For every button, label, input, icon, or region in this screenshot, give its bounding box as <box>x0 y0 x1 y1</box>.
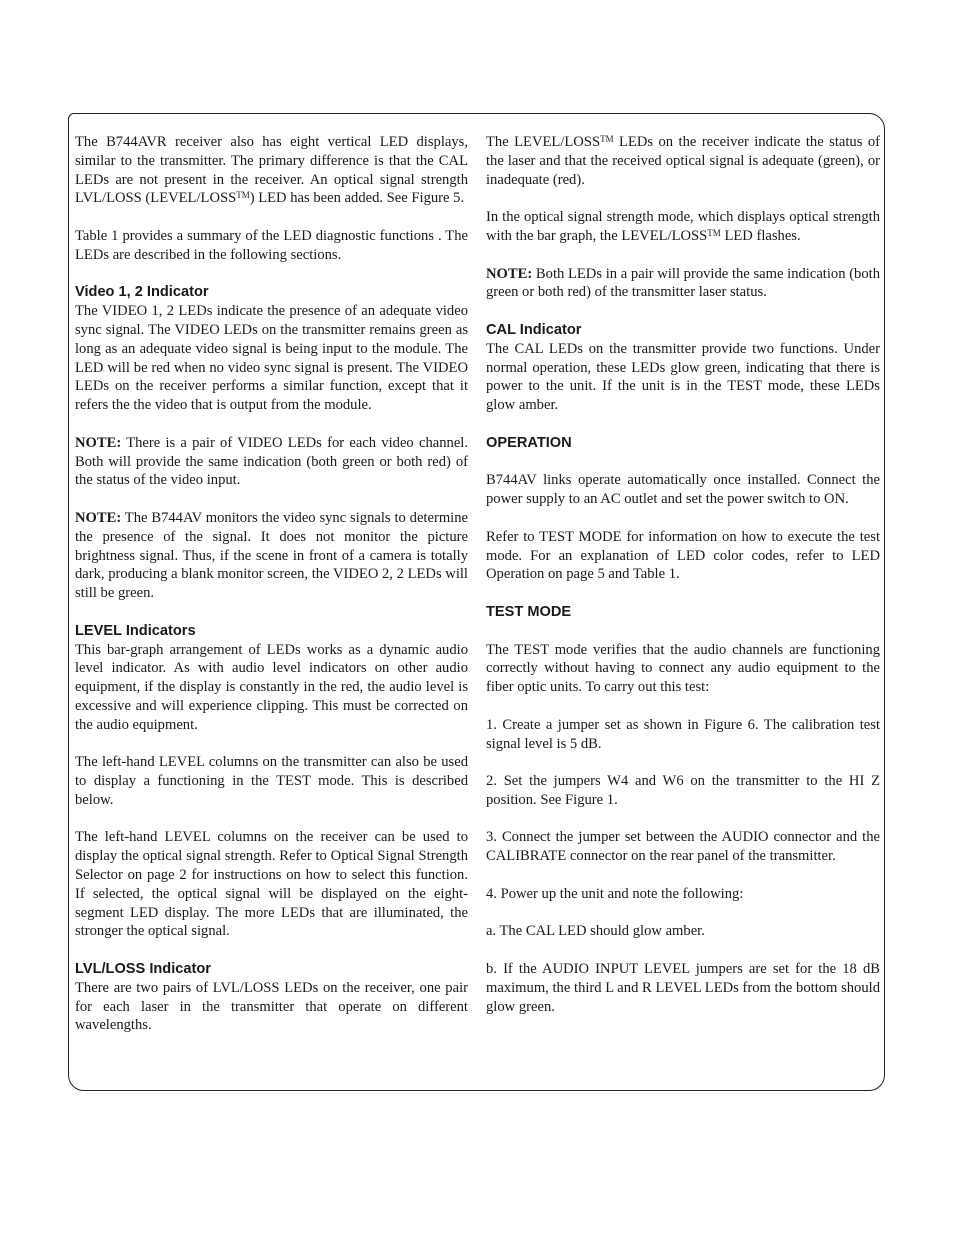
note-led-pair <box>486 265 880 303</box>
cal-paragraph: The CAL LEDs on the transmitter provide two functions. Under normal operation, these LEDs glow green, indicating that there is power to the unit. If the unit is in the TEST mode, these LEDs glow amber. <box>486 340 880 414</box>
signal-text-a: In the optical signal strength mode, which displays optical strength with the bar graph, the LEVEL/LOSS <box>486 209 880 244</box>
test-step-a: a. The CAL LED should glow amber. <box>486 923 705 940</box>
left-column <box>75 133 468 1054</box>
right-column <box>486 133 880 1035</box>
intro-text-a: The B744AVR receiver also has eight vertical LED displays, similar to the transmitter. The primary difference is that the CAL LEDs are not present in the receiver. An optical signal strength LVL/LOSS (LEVEL/LOSS <box>75 134 468 207</box>
heading-video-indicator: Video 1, 2 Indicator <box>75 284 209 301</box>
test-step-2: 2. Set the jumpers W4 and W6 on the transmitter to the HI Z position. See Figure 1. <box>486 773 880 808</box>
signal-text-b: LED flashes. <box>720 227 801 244</box>
levelloss-status-paragraph <box>486 133 880 189</box>
trademark-mark: TM <box>600 134 614 144</box>
levelloss-text-b: LEDs on the receiver indicate the status of the laser and that the received optical signal is adequate (green), or inadequate (red). <box>486 134 880 188</box>
note-label: NOTE: <box>75 509 122 526</box>
heading-test-mode: TEST MODE <box>486 603 572 620</box>
note-label: NOTE: <box>75 434 122 451</box>
note-text: The B744AV monitors the video sync signals to determine the presence of the signal. It does not monitor the picture brightness signal. Thus, if the scene in front of a camera is totally dark, producing a blank monitor screen, the VIDEO 2, 2 LEDs will still be green. <box>75 509 468 602</box>
table-summary-paragraph: Table 1 provides a summary of the LED diagnostic functions . The LEDs are described in the following sections. <box>75 227 468 263</box>
heading-lvlloss-indicator: LVL/LOSS Indicator <box>75 961 211 978</box>
operation-paragraph-1: B744AV links operate automatically once installed. Connect the power supply to an AC outlet and set the power switch to ON. <box>486 472 880 508</box>
heading-operation: OPERATION <box>486 434 572 451</box>
test-step-3: 3. Connect the jumper set between the AUDIO connector and the CALIBRATE connector on the rear panel of the transmitter. <box>486 829 880 865</box>
heading-cal-indicator: CAL Indicator <box>486 321 582 338</box>
note-video-sync <box>75 509 468 603</box>
trademark-mark: TM <box>707 227 721 238</box>
level-paragraph-2: The left-hand LEVEL columns on the transmitter can also be used to display a functioning in the TEST mode. This is described below. <box>75 754 468 808</box>
test-step-4: 4. Power up the unit and note the following: <box>486 885 744 902</box>
video-paragraph: The VIDEO 1, 2 LEDs indicate the presence of an adequate video sync signal. The VIDEO LEDs on the transmitter remains green as long as an adequate video signal is being input to the module. The LED will be red when no video sync signal is present. The VIDEO LEDs on the receiver performs a similar function, except that it refers the the video that is output from the module. <box>75 303 468 414</box>
note-video-channel <box>75 434 468 490</box>
lvlloss-paragraph: There are two pairs of LVL/LOSS LEDs on the receiver, one pair for each laser in the transmitter that operate on different wavelengths. <box>75 979 468 1034</box>
note-label: NOTE: <box>486 265 533 282</box>
level-paragraph-1: This bar-graph arrangement of LEDs works as a dynamic audio level indicator. As with audio level indicators on other audio equipment, if the display is constantly in the red, the audio level is excessive and will experience clipping. This must be corrected on the audio equipment. <box>75 641 468 733</box>
test-mode-paragraph: The TEST mode verifies that the audio channels are functioning correctly without having to connect any audio equipment to the fiber optic units. To carry out this test: <box>486 641 880 696</box>
level-paragraph-3: The left-hand LEVEL columns on the receiver can be used to display the optical signal strength. Refer to Optical Signal Strength Selector on page 2 for instructions on how to select this function. If selected, the optical signal will be displayed on the eight-segment LED display. The more LEDs that are illuminated, the stronger the optical signal. <box>75 829 468 940</box>
intro-paragraph <box>75 133 468 208</box>
operation-paragraph-2: Refer to TEST MODE for information on how to execute the test mode. For an explanation of LED color codes, refer to LED Operation on page 5 and Table 1. <box>486 528 880 583</box>
note-text: There is a pair of VIDEO LEDs for each video channel. Both will provide the same indication (both green or both red) of the status of the video input. <box>75 434 468 489</box>
test-step-1: 1. Create a jumper set as shown in Figure 6. The calibration test signal level is 5 dB. <box>486 716 880 752</box>
intro-text-b: ) LED has been added. See Figure 5. <box>249 190 465 207</box>
levelloss-text-a: The LEVEL/LOSS <box>486 134 601 150</box>
test-step-b: b. If the AUDIO INPUT LEVEL jumpers are set for the 18 dB maximum, the third L and R LEVEL LEDs from the bottom should glow green. <box>486 961 880 1015</box>
note-text: Both LEDs in a pair will provide the same indication (both green or both red) of the transmitter laser status. <box>486 265 880 301</box>
heading-level-indicators: LEVEL Indicators <box>75 622 196 639</box>
signal-strength-paragraph <box>486 208 880 246</box>
trademark-mark: TM <box>236 190 250 201</box>
